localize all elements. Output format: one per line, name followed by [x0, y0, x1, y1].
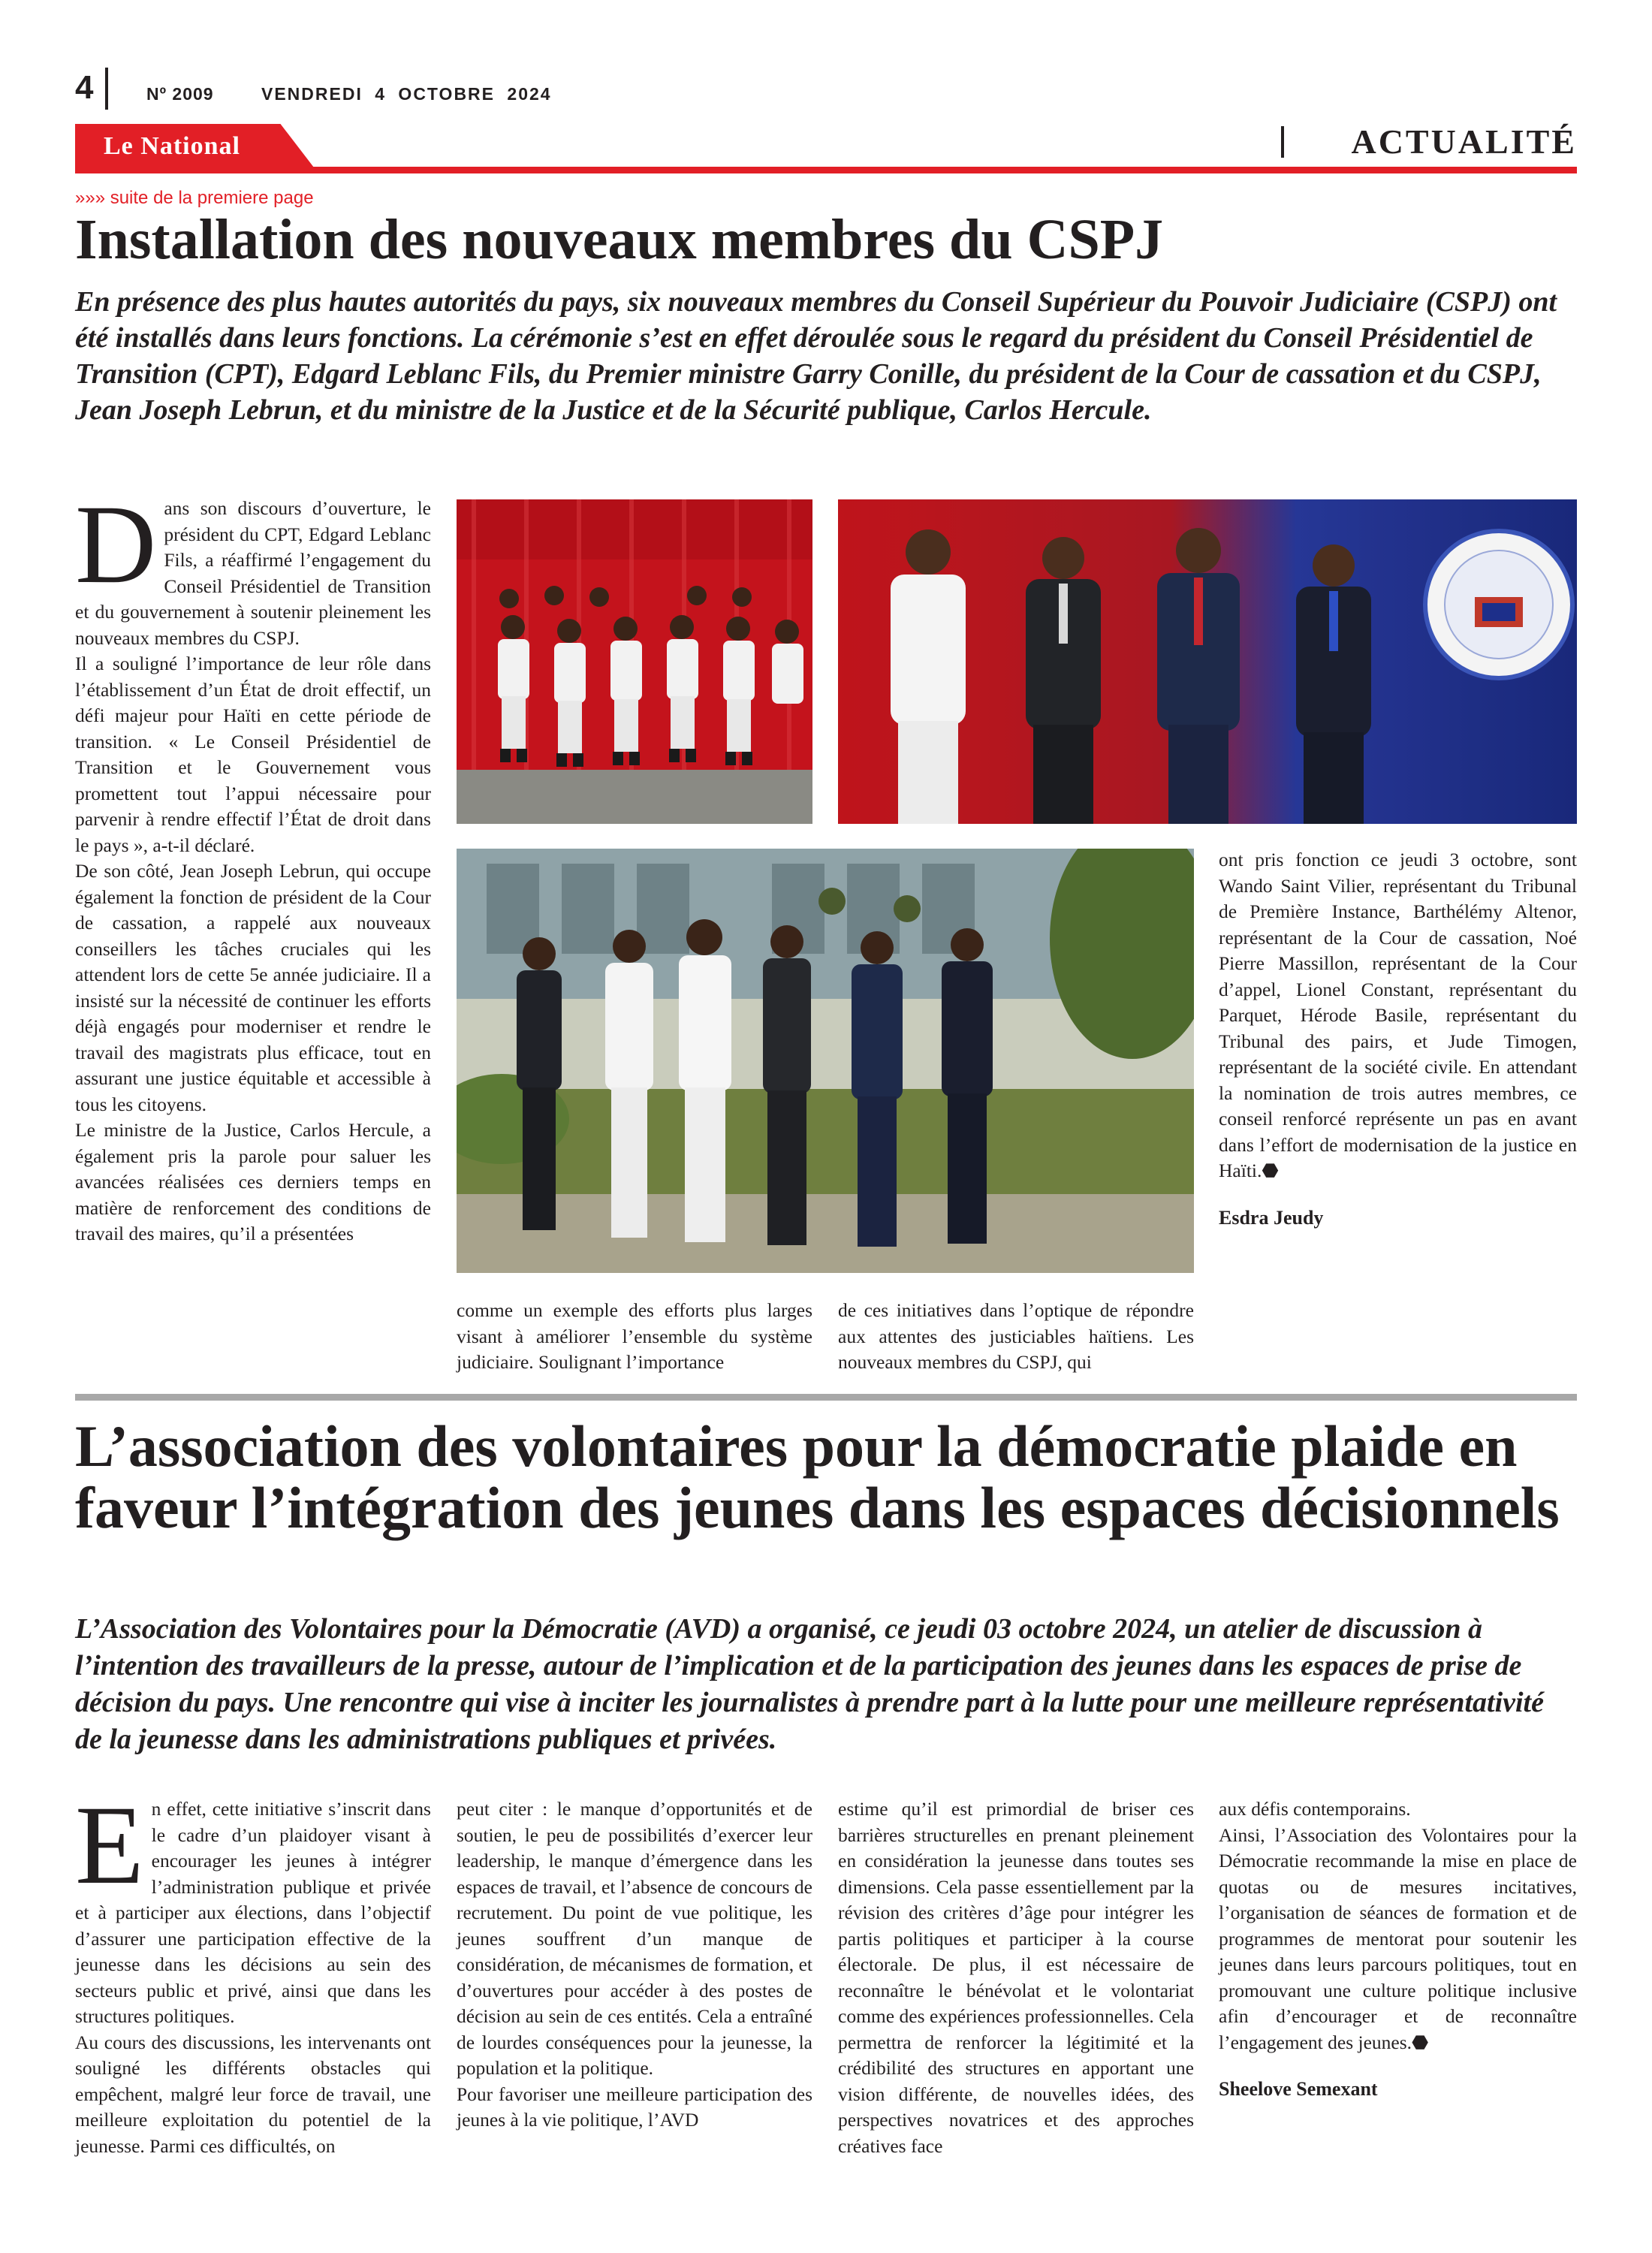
article1-title: Installation des nouveaux membres du CSPJ [75, 208, 1164, 271]
paragraph: aux défis contemporains. [1219, 1798, 1411, 1820]
article2-title: L’association des volontaires pour la démocratie plaide en faveur l’intégration des jeunes dans les espaces décisionnels [75, 1413, 1560, 1540]
paragraph: estime qu’il est primordial de briser ces barrières structurelles en prenant pleinement en considération la jeunesse dans toutes ses dimensions. Cela passe essentiellement par la révision des critères d’âge pour intégrer les partis politiques et participer à la course électorale. De plus, il est nécessaire de reconnaître le bénévolat et le volontariat comme des expériences professionnelles. Cela permettra de renforcer la légitimité et la crédibilité des structures en apportant une vision différente, de nouvelles idées, des perspectives novatrices et des approches créatives face [838, 1798, 1194, 2157]
article2-column-2 [457, 1796, 812, 2134]
header-rule [75, 167, 1577, 173]
end-mark-icon: ⬣ [1412, 2031, 1429, 2053]
article1-column-4 [1219, 847, 1577, 1231]
paragraph: Il a souligné l’importance de leur rôle dans l’établissement d’un État de droit effectif, un défi majeur pour Haïti en cette période de transition. « Le Conseil Présidentiel de Transition et le Gouvernement vous promettent tout l’appui nécessaire pour parvenir à rendre effectif l’État de droit dans le pays », a-t-il déclaré. [75, 653, 431, 856]
paragraph: Au cours des discussions, les intervenants ont souligné les différents obstacles qui empêchent, malgré leur force de travail, une meilleure exploitation du potentiel de la jeunesse. Parmi ces difficultés, on [75, 2031, 431, 2157]
paragraph: Pour favoriser une meilleure participation des jeunes à la vie politique, l’AVD [457, 2083, 812, 2131]
dropcap: D [75, 482, 157, 607]
section-divider [1281, 126, 1284, 158]
brand-name: Le National [104, 132, 240, 160]
article2-column-3 [838, 1796, 1194, 2159]
photo-group-outdoor [457, 849, 1194, 1273]
issue-number: Nº 2009 [146, 84, 214, 104]
article-divider [75, 1394, 1577, 1401]
paragraph: ans son discours d’ouverture, le président du CPT, Edgard Leblanc Fils, a réaffirmé l’engagement du Conseil Présidentiel de Transition et du gouvernement à soutenir pleinement les nouveaux membres du CSPJ. [75, 497, 431, 649]
issue-date: VENDREDI 4 OCTOBRE 2024 [261, 84, 552, 104]
paragraph: Le ministre de la Justice, Carlos Hercule, a également pris la parole pour saluer les avancées réalisées ces derniers temps en matière de renforcement des conditions de travail des maires, qu’il a présentées [75, 1119, 431, 1244]
paragraph-text: Ainsi, l’Association des Volontaires pour la Démocratie recommande la mise en place de quotas ou de mesures incitatives, l’organisation de séances de formation et de programmes de mentorat pour soutenir les jeunes dans leurs parcours politiques, tout en promouvant une culture politique inclusive afin d’encourager et de reconnaître l’engagement des jeunes. [1219, 1823, 1577, 2053]
section-label: ACTUALITÉ [1351, 122, 1577, 161]
paragraph: de ces initiatives dans l’optique de répondre aux attentes des justiciables haïtiens. Les nouveaux membres du CSPJ, qui [838, 1299, 1194, 1373]
paragraph [1219, 847, 1577, 1184]
article1-column-2 [457, 1298, 812, 1376]
article1-column-3 [838, 1298, 1194, 1376]
page-number: 4 [75, 69, 94, 106]
end-mark-icon: ⬣ [1262, 1160, 1279, 1181]
photo-seated-members [457, 499, 812, 824]
article2-byline: Sheelove Semexant [1219, 2078, 1378, 2100]
paragraph: peut citer : le manque d’opportunités et de soutien, le peu de possibilités d’exercer leur leadership, le manque d’émergence dans les espaces de travail, et l’absence de concours de recrutement. Du point de vue politique, les jeunes souffrent d’un manque de considération, de mécanismes de formation, et d’ouvertures pour accéder à des postes de décision au sein de ces entités. Cela a entraîné de lourdes conséquences pour la jeunesse, la population et la politique. [457, 1798, 812, 2079]
article2-column-1 [75, 1783, 431, 2159]
continued-from-front: »»» suite de la premiere page [75, 188, 314, 208]
paragraph: comme un exemple des efforts plus larges visant à améliorer l’ensemble du système judiciaire. Soulignant l’importance [457, 1299, 812, 1373]
paragraph: n effet, cette initiative s’inscrit dans le cadre d’un plaidoyer visant à encourager les jeunes à intégrer l’administration publique et privée et à participer aux élections, dans l’objectif d’assurer une participation effective de la jeunesse dans les décisions au sein des secteurs public et privé, ainsi que dans les structures politiques. [75, 1798, 431, 2027]
article1-byline: Esdra Jeudy [1219, 1206, 1324, 1229]
header-divider [105, 68, 108, 110]
dropcap: E [75, 1783, 144, 1908]
paragraph-text: ont pris fonction ce jeudi 3 octobre, sont Wando Saint Vilier, représentant du Tribunal de Première Instance, Barthélémy Altenor, représentant de la Cour de cassation, Noé Pierre Massillon, représentant de la Cour d’appel, Lionel Constant, représentant du Parquet, Hérode Basile, représentant du Tribunal des pairs, et Jude Timogen, représentant de la société civile. En attendant la nomination de trois autres membres, ce conseil renforcé représente un pas en avant dans l’effort de modernisation de la justice en Haïti. [1219, 849, 1577, 1181]
article1-column-1 [75, 482, 431, 1247]
paragraph [1219, 1823, 1577, 2056]
article2-lede: L’Association des Volontaires pour la Démocratie (AVD) a organisé, ce jeudi 03 octobre 2024, un atelier de discussion à l’intention des travailleurs de la presse, autour de l’implication et de la participation des jeunes dans les espaces de prise de décision du pays. Une rencontre qui vise à inciter les journalistes à prendre part à la lutte pour une meilleure représentativité de la jeunesse dans les administrations publiques et privées. [75, 1613, 1544, 1755]
article1-lede: En présence des plus hautes autorités du pays, six nouveaux membres du Conseil Supérieur du Pouvoir Judiciaire (CSPJ) ont été installés dans leurs fonctions. La cérémonie s’est en effet déroulée sous le regard du président du Conseil Présidentiel de Transition (CPT), Edgard Leblanc Fils, du Premier ministre Garry Conille, du président de la Cour de cassation et du CSPJ, Jean Joseph Lebrun, et du ministre de la Justice et de la Sécurité publique, Carlos Hercule. [75, 286, 1557, 426]
photo-officials-stage [838, 499, 1577, 824]
paragraph: De son côté, Jean Joseph Lebrun, qui occupe également la fonction de président de la Cour de cassation, a rappelé aux nouveaux conseillers les tâches cruciales qui les attendent lors de cette 5e année judiciaire. Il a insisté sur la nécessité de continuer les efforts déjà engagés pour moderniser et rendre le travail des magistrats plus efficace, tout en assurant une justice équitable et accessible à tous les citoyens. [75, 860, 431, 1115]
article2-column-4 [1219, 1796, 1577, 2103]
